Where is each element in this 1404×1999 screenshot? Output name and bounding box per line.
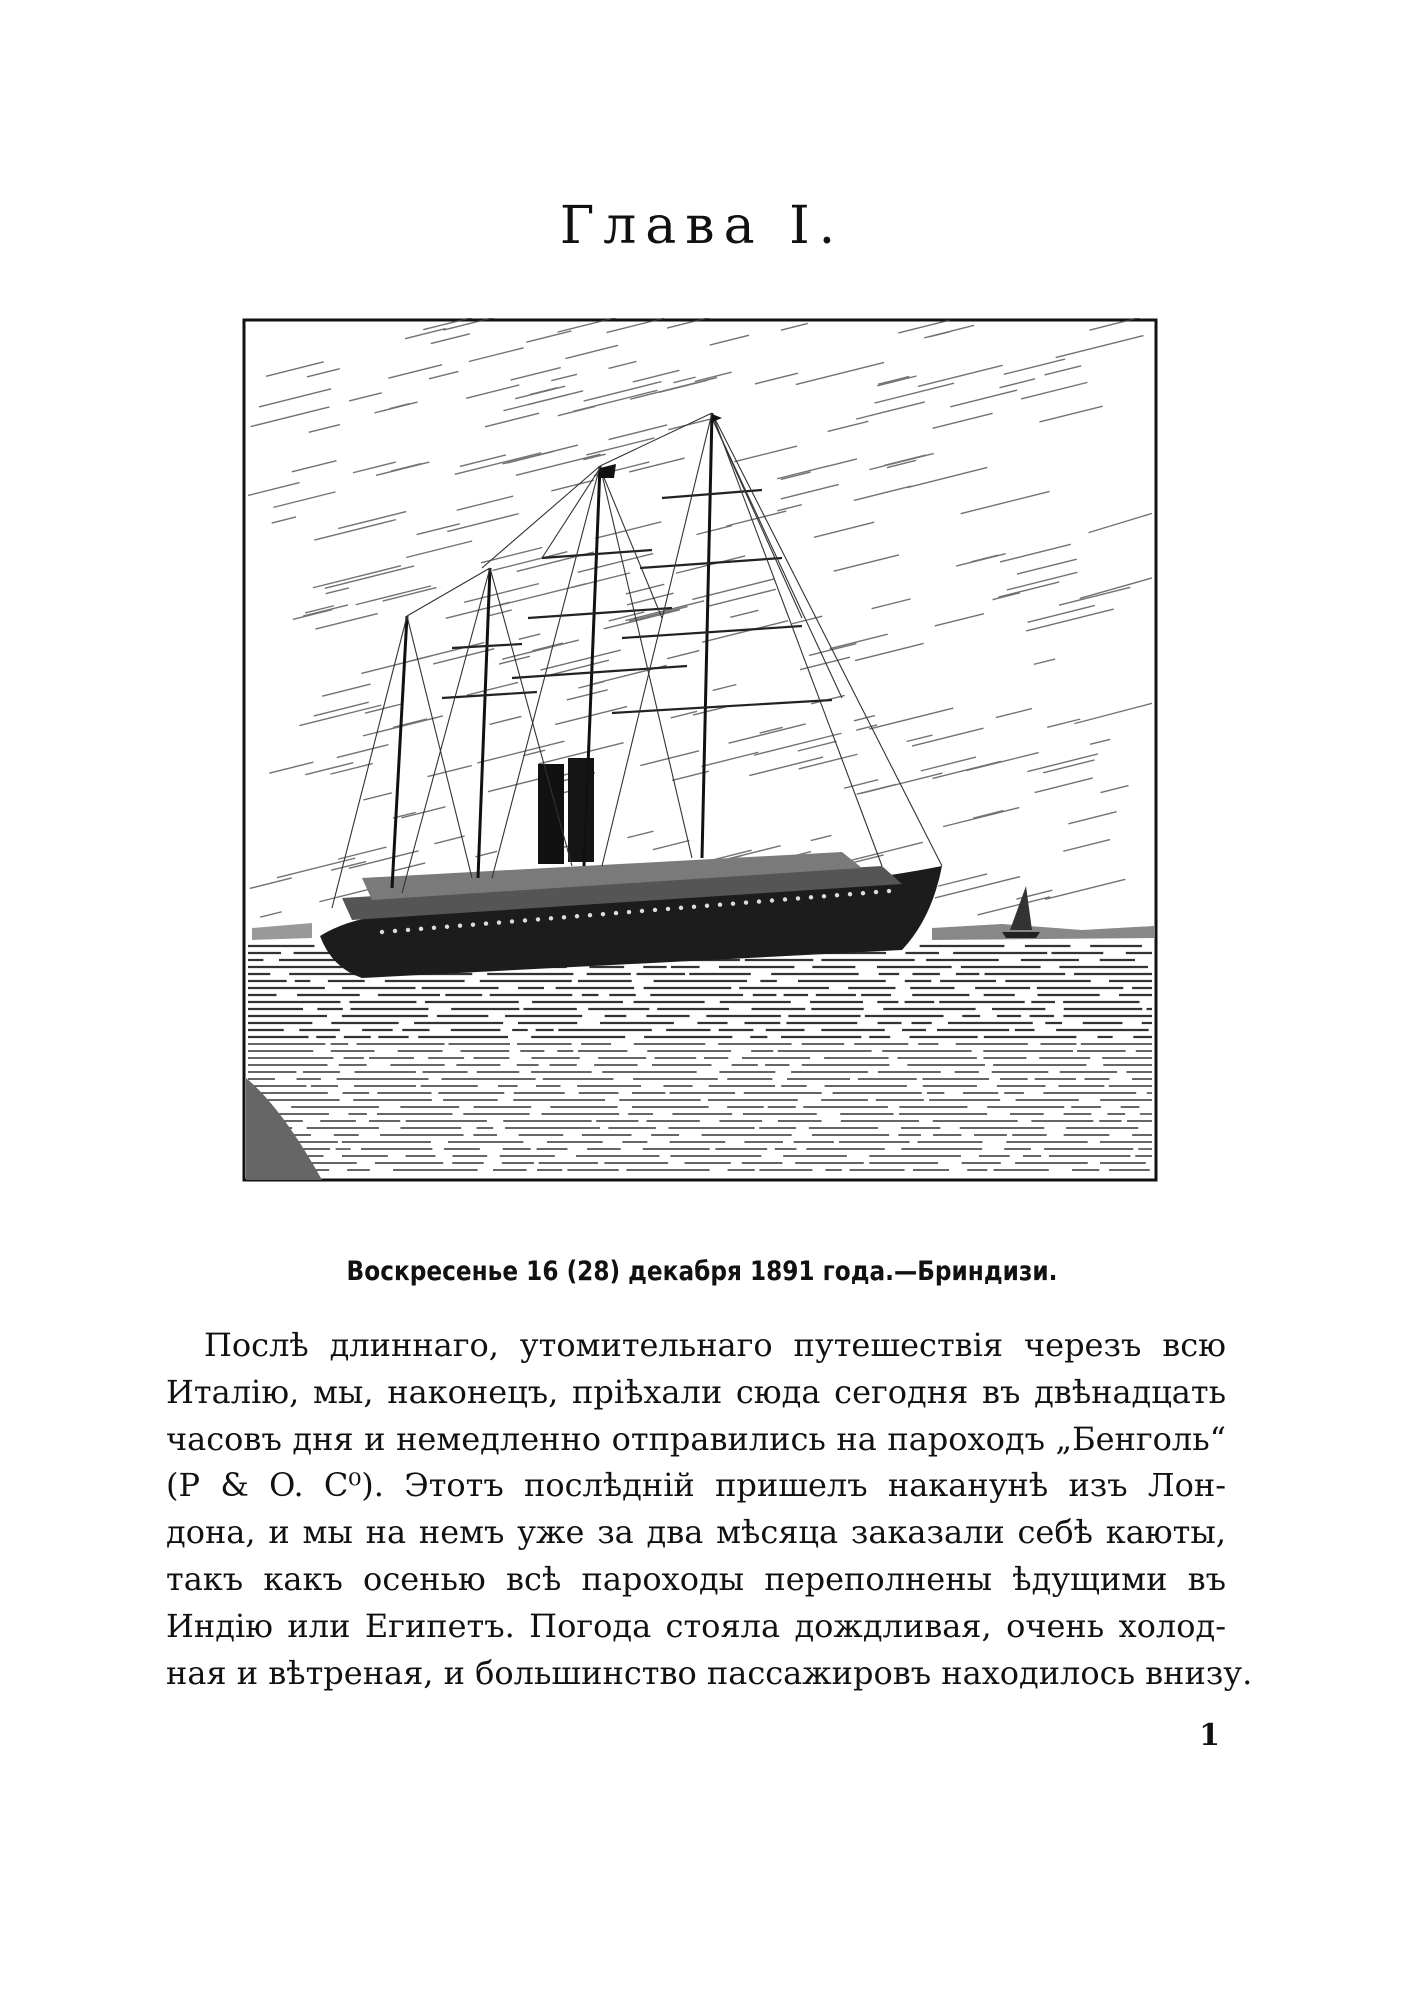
text-line: Индію или Египетъ. Погода стояла дождливая, очень холод- [166, 1606, 1226, 1645]
text-line: дона, и мы на немъ уже за два мѣсяца заказали себѣ каюты, [166, 1513, 1226, 1552]
text-line: ная и вѣтреная, и большинство пассажировъ находилось внизу. [166, 1653, 1253, 1692]
entry-heading: Воскресенье 16 (28) декабря 1891 года.—Бриндизи. [346, 1256, 1058, 1287]
text-line: Италію, мы, наконецъ, пріѣхали сюда сегодня въ двѣнадцать [166, 1372, 1226, 1411]
page-number: 1 [1199, 1718, 1220, 1753]
body-paragraph [166, 1322, 1253, 1696]
chapter-title: Глава I. [559, 196, 845, 256]
steamship-engraving-icon [242, 318, 1160, 1184]
text-line: Послѣ длиннаго, утомительнаго путешествія черезъ всю [204, 1326, 1226, 1364]
text-line: (P & O. C⁰). Этотъ послѣдній пришелъ наканунѣ изъ Лон- [166, 1466, 1226, 1505]
steamship-illustration [242, 318, 1160, 1184]
text-line: часовъ дня и немедленно отправились на пароходъ „Бенголь“ [166, 1419, 1226, 1458]
text-line: такъ какъ осенью всѣ пароходы переполнены ѣдущими въ [166, 1559, 1226, 1598]
